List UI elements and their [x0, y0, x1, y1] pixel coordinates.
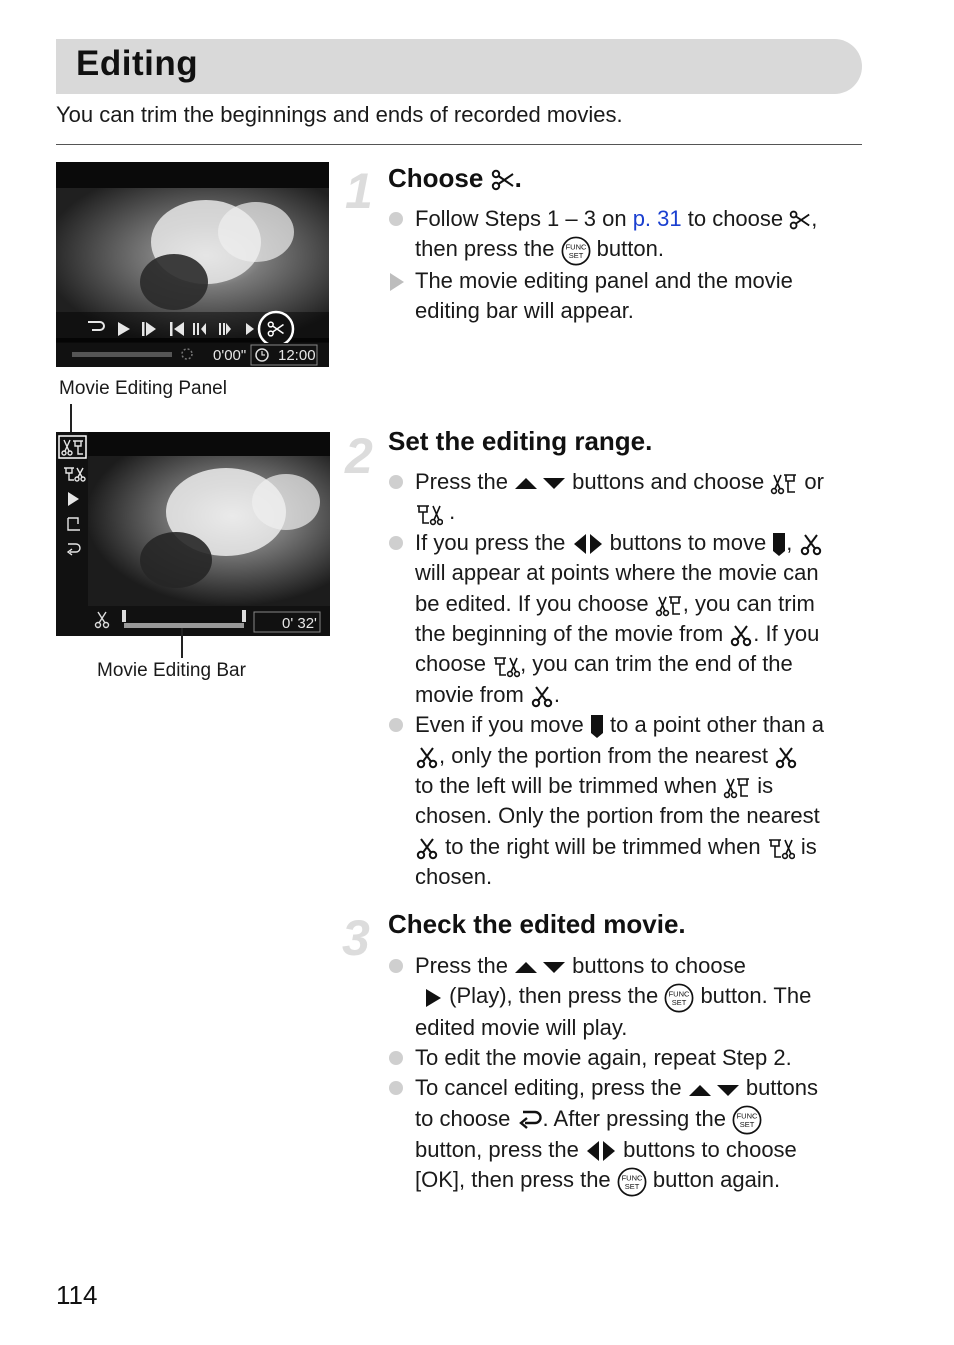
left-right-arrows-icon	[585, 1139, 617, 1163]
play-icon	[423, 987, 443, 1009]
list-item: If you press the buttons to move , will appear at points where the movie can be edited. If you choose , you can trim the beginning of the movie from . If you choose , you can trim the end of the movie from .	[388, 528, 863, 710]
edit-point-scissor-icon	[530, 684, 554, 708]
leader-line-bar	[181, 628, 183, 658]
caption-editing-panel: Movie Editing Panel	[59, 378, 227, 399]
step-2-title: Set the editing range.	[388, 426, 653, 456]
edit-point-scissor-icon	[774, 745, 798, 769]
trim-end-icon	[492, 654, 520, 678]
edit-point-scissor-icon	[799, 532, 823, 556]
edit-point-scissor-icon	[415, 745, 439, 769]
func-set-button-icon	[617, 1167, 647, 1197]
edit-point-scissor-icon	[415, 836, 439, 860]
cut-scissor-icon	[491, 168, 515, 192]
movie-editing-bar-screenshot	[56, 432, 330, 636]
list-item: To cancel editing, press the buttons to choose . After pressing the button, press the buttons to choose [OK], then press the button again.	[388, 1073, 863, 1196]
caption-editing-bar: Movie Editing Bar	[97, 660, 246, 681]
up-down-arrows-icon	[514, 475, 566, 491]
trim-start-icon	[770, 471, 798, 495]
bullet-icon	[389, 475, 403, 489]
step-number-3: 3	[342, 910, 370, 966]
bullet-icon	[389, 536, 403, 550]
clock-time: 12:00	[278, 347, 316, 364]
step-3-title: Check the edited movie.	[388, 909, 686, 939]
intro-text: You can trim the beginnings and ends of recorded movies.	[56, 102, 623, 127]
list-item: To edit the movie again, repeat Step 2.	[388, 1043, 863, 1073]
section-title-bar	[56, 39, 862, 94]
func-set-button-icon	[664, 983, 694, 1013]
trim-start-icon	[655, 593, 683, 617]
step-2-items	[388, 467, 863, 893]
list-item: Even if you move to a point other than a , only the portion from the nearest to the left will be trimmed when is chosen. Only the portion from the nearest to the right will be trimmed when is chosen.	[388, 710, 863, 892]
step-number-1: 1	[345, 163, 373, 219]
bullet-icon	[389, 1081, 403, 1095]
step-1-title: Choose .	[388, 163, 522, 193]
page-number: 114	[56, 1280, 98, 1310]
trim-end-icon	[415, 502, 443, 526]
trim-end-icon	[767, 836, 795, 860]
step-1-items	[388, 204, 863, 326]
left-right-arrows-icon	[572, 532, 604, 556]
bullet-icon	[389, 718, 403, 732]
movie-editing-panel-screenshot	[56, 162, 329, 367]
cut-scissor-icon	[789, 209, 811, 231]
elapsed-time: 0'00"	[213, 347, 247, 364]
return-icon	[517, 1108, 543, 1132]
bullet-icon	[389, 1051, 403, 1065]
up-down-arrows-icon	[688, 1082, 740, 1098]
divider	[56, 144, 862, 145]
edit-point-scissor-icon	[729, 623, 753, 647]
bullet-icon	[389, 212, 403, 226]
movie-length: 0' 32'	[282, 615, 317, 632]
page-link-p31[interactable]: p. 31	[632, 206, 682, 231]
up-down-arrows-icon	[514, 959, 566, 975]
func-set-button-icon	[561, 236, 591, 266]
progress-track	[72, 352, 172, 357]
list-item: Press the buttons to choose (Play), then press the button. The edited movie will play.	[388, 951, 863, 1043]
trim-range-bar	[124, 623, 244, 628]
list-item: Press the buttons and choose or .	[388, 467, 863, 528]
page-title: Editing	[76, 44, 199, 83]
list-item: The movie editing panel and the movie editing bar will appear.	[388, 266, 863, 327]
position-marker-icon	[590, 713, 604, 739]
list-item: Follow Steps 1 – 3 on p. 31 to choose , then press the button.	[388, 204, 863, 266]
position-marker-icon	[772, 531, 786, 557]
func-set-button-icon	[732, 1105, 762, 1135]
trim-start-icon	[723, 775, 751, 799]
bullet-icon	[389, 959, 403, 973]
result-arrow-icon	[390, 273, 404, 291]
step-3-items	[388, 951, 863, 1197]
step-number-2: 2	[345, 428, 373, 484]
